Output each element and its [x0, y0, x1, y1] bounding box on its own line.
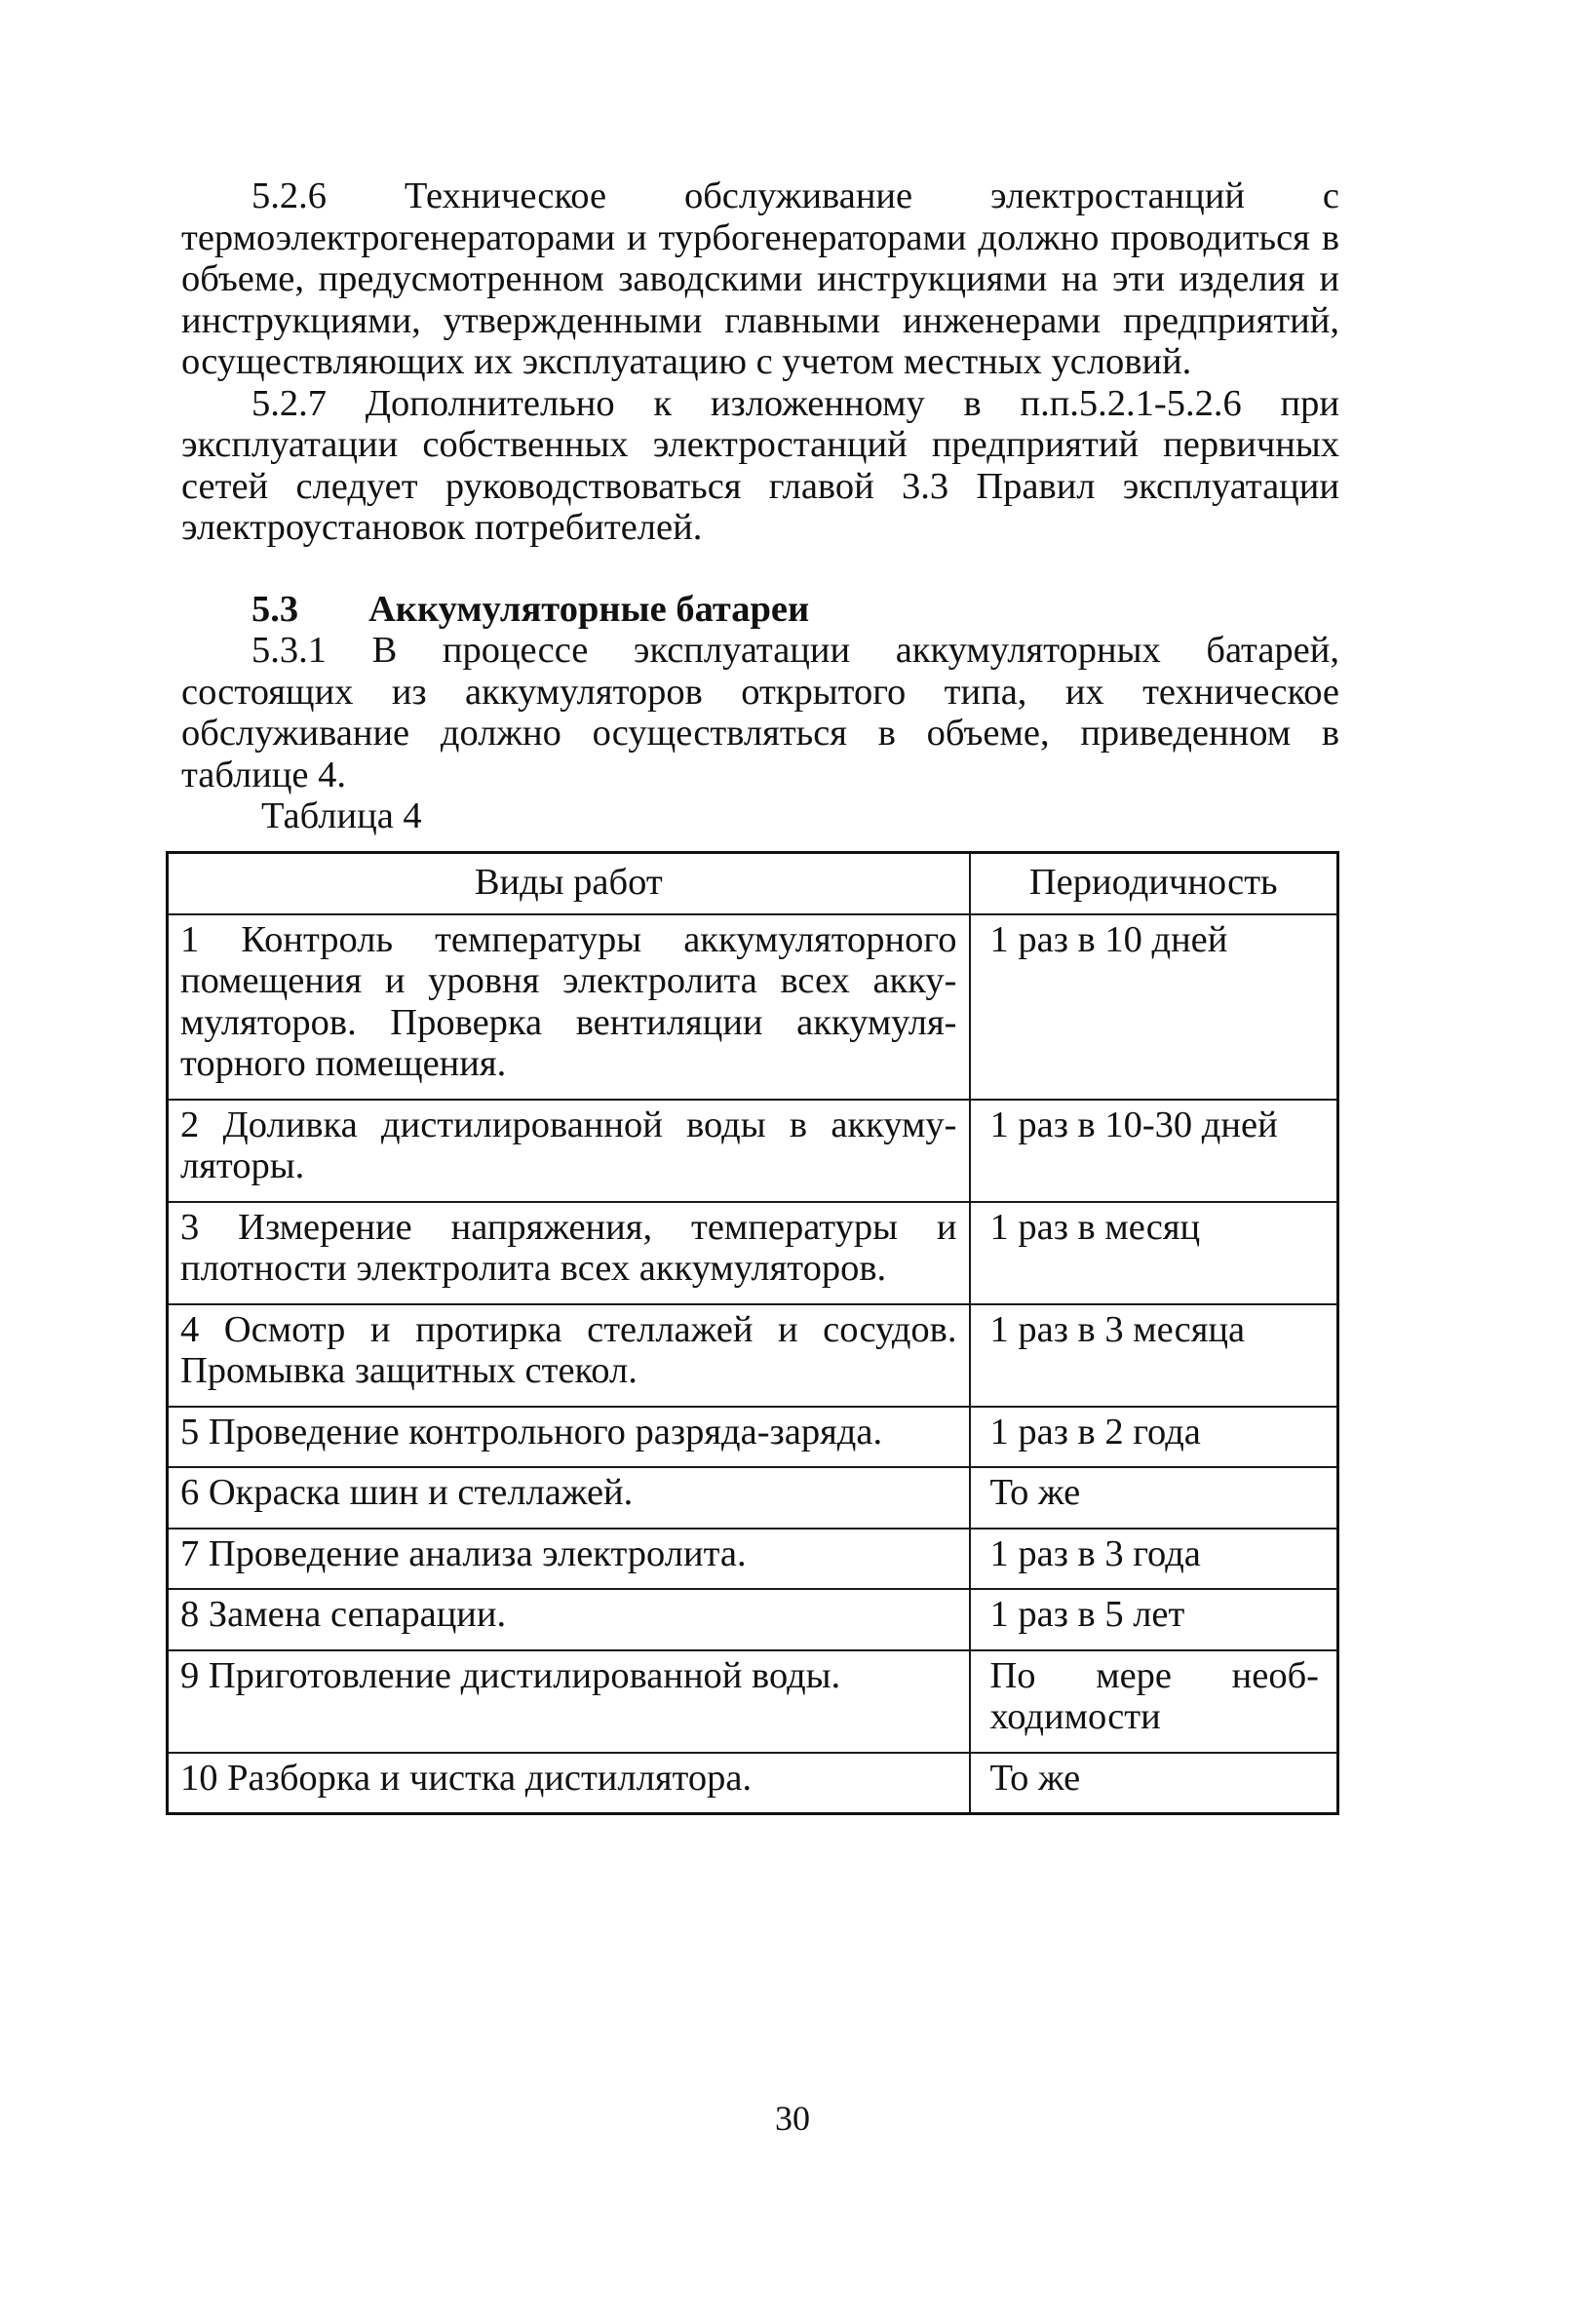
- cell-work: 9 Приготовление дистилированной воды.: [168, 1650, 970, 1753]
- page-number: 30: [775, 2099, 810, 2138]
- table-header-row: [168, 853, 1338, 914]
- table-row: [168, 1202, 1338, 1304]
- cell-work: 6 Окраска шин и стеллажей.: [168, 1467, 970, 1529]
- maintenance-table: [166, 851, 1339, 1815]
- cell-period: По мере необходимости: [970, 1650, 1338, 1753]
- cell-work: 5 Проведение контрольного разряда-заряда.: [168, 1407, 970, 1468]
- table-caption: Таблица 4: [261, 795, 422, 836]
- cell-work: 10 Разборка и чистка дистиллятора.: [168, 1753, 970, 1814]
- cell-work: 1 Контроль температуры аккумуляторного помещения и уровня электролита всех аккумуляторов. Проверка вентиляции аккумуляторного помещения.: [168, 914, 970, 1100]
- cell-work: 4 Осмотр и протирка стеллажей и сосудов. Промывка защитных стекол.: [168, 1304, 970, 1407]
- cell-period: 1 раз в 3 года: [970, 1529, 1338, 1590]
- table-row: [168, 1650, 1338, 1753]
- table-row: [168, 1304, 1338, 1407]
- paragraphs-section: [181, 630, 1339, 795]
- cell-work: 2 Доливка дистилированной воды в аккумуляторы.: [168, 1100, 970, 1202]
- header-work-types: Виды работ: [168, 853, 970, 914]
- table-row: [168, 1589, 1338, 1650]
- cell-period: То же: [970, 1467, 1338, 1529]
- cell-period: 1 раз в 3 месяца: [970, 1304, 1338, 1407]
- cell-work: 3 Измерение напряжения, температуры и плотности электролита всех аккумуляторов.: [168, 1202, 970, 1304]
- paragraphs-top: [181, 175, 1339, 549]
- table-row: [168, 1529, 1338, 1590]
- section-heading: [251, 589, 809, 630]
- paragraph-5-2-7: 5.2.7 Дополнительно к изложенному в п.п.5.2.1-5.2.6 при эксплуатации собственных электростанций предприятий первичных сетей следует руководствоваться главой 3.3 Правил эксплуатации электроустановок потребителей.: [181, 382, 1339, 548]
- cell-period: 1 раз в 5 лет: [970, 1589, 1338, 1650]
- cell-period: То же: [970, 1753, 1338, 1814]
- table-row: [168, 1753, 1338, 1814]
- table-row: [168, 1407, 1338, 1468]
- header-periodicity: Периодичность: [970, 853, 1338, 914]
- cell-period: 1 раз в месяц: [970, 1202, 1338, 1304]
- cell-period: 1 раз в 10-30 дней: [970, 1100, 1338, 1202]
- paragraph-5-2-6: 5.2.6 Техническое обслуживание электростанций с термоэлектрогенераторами и турбогенераторами должно проводиться в объеме, предусмотренном заводскими инструкциями на эти изделия и инструкциями, утвержденными главными инженерами предприятий, осуществляющих их эксплуатацию с учетом местных условий.: [181, 175, 1339, 382]
- section-number: 5.3: [251, 589, 299, 630]
- cell-work: 8 Замена сепарации.: [168, 1589, 970, 1650]
- table-row: [168, 1100, 1338, 1202]
- section-title: Аккумуляторные батареи: [368, 589, 810, 630]
- cell-period: 1 раз в 2 года: [970, 1407, 1338, 1468]
- cell-work: 7 Проведение анализа электролита.: [168, 1529, 970, 1590]
- paragraph-5-3-1: 5.3.1 В процессе эксплуатации аккумуляторных батарей, состоящих из аккумуляторов открытого типа, их техническое обслуживание должно осуществляться в объеме, приведенном в таблице 4.: [181, 630, 1339, 795]
- cell-period: 1 раз в 10 дней: [970, 914, 1338, 1100]
- table-row: [168, 914, 1338, 1100]
- table-row: [168, 1467, 1338, 1529]
